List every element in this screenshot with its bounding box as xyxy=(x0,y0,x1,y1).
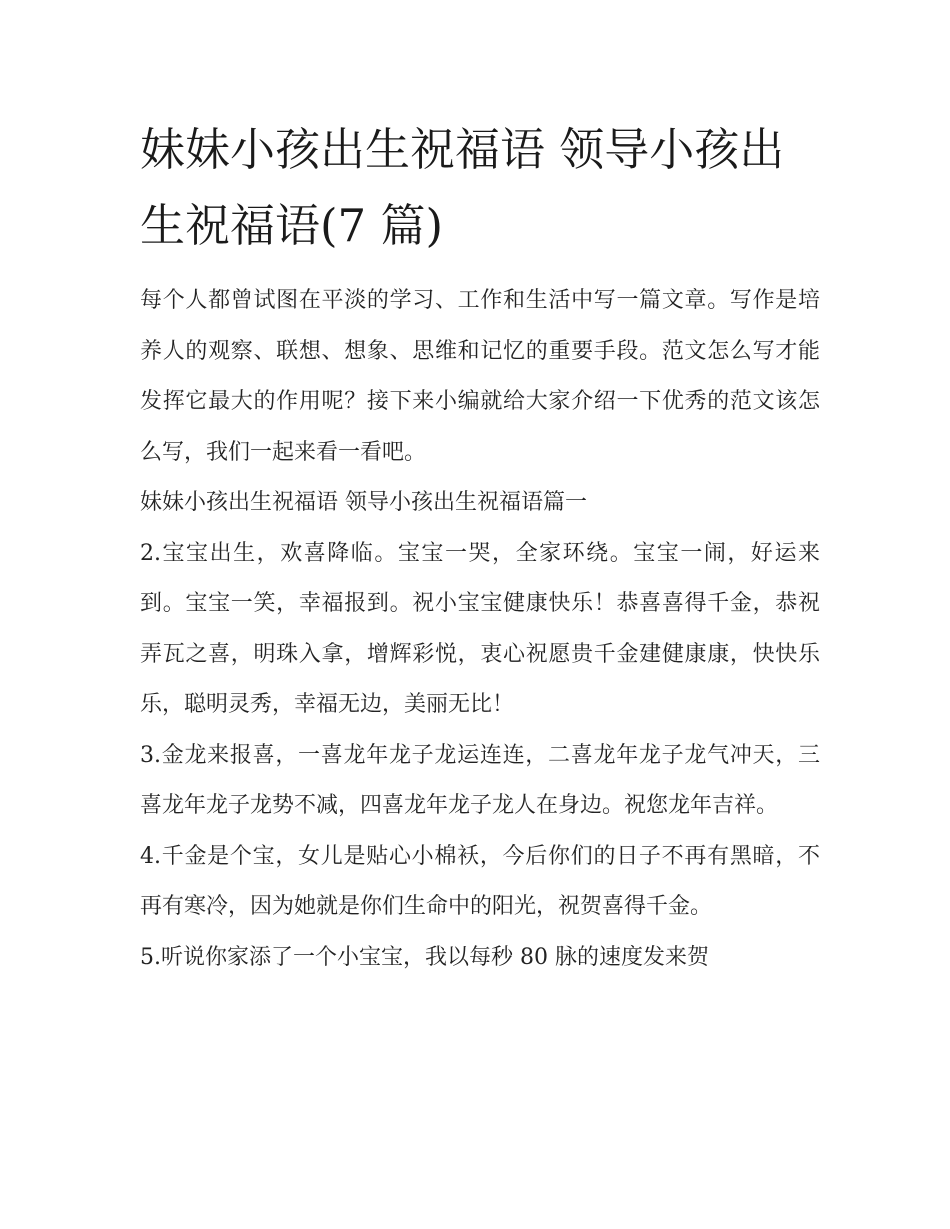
list-item-3: 3.金龙来报喜，一喜龙年龙子龙运连连，二喜龙年龙子龙气冲天，三喜龙年龙子龙势不减，四喜龙年龙子龙人在身边。祝您龙年吉祥。 xyxy=(140,742,820,818)
list-item-4: 4.千金是个宝，女儿是贴心小棉袄，今后你们的日子不再有黑暗，不再有寒冷，因为她就是你们生命中的阳光，祝贺喜得千金。 xyxy=(140,843,820,919)
list-item-2: 2.宝宝出生，欢喜降临。宝宝一哭，全家环绕。宝宝一闹，好运来到。宝宝一笑，幸福报到。祝小宝宝健康快乐！恭喜喜得千金，恭祝弄瓦之喜，明珠入拿，增辉彩悦，衷心祝愿贵千金建健康康，快快乐乐，聪明灵秀，幸福无边，美丽无比！ xyxy=(140,540,820,717)
section-heading: 妹妹小孩出生祝福语 领导小孩出生祝福语篇一 xyxy=(140,490,587,515)
document-title: 妹妹小孩出生祝福语 领导小孩出生祝福语(7 篇) xyxy=(140,123,785,252)
list-item-5: 5.听说你家添了一个小宝宝，我以每秒 80 脉的速度发来贺 xyxy=(140,944,709,970)
document-body xyxy=(140,276,820,983)
intro-paragraph: 每个人都曾试图在平淡的学习、工作和生活中写一篇文章。写作是培养人的观察、联想、想象、思维和记忆的重要手段。范文怎么写才能发挥它最大的作用呢？接下来小编就给大家介绍一下优秀的范文该怎么写，我们一起来看一看吧。 xyxy=(140,288,820,465)
